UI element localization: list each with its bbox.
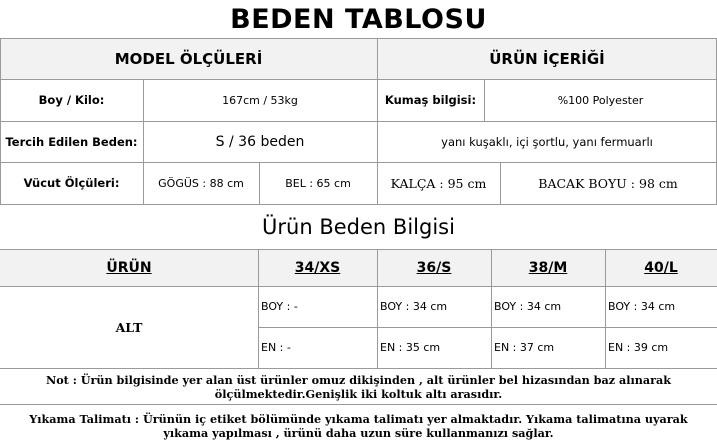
length-value: BOY : 34 cm [494, 300, 562, 313]
product-content-header: ÜRÜN İÇERİĞİ [489, 49, 605, 68]
width-value: EN : 35 cm [380, 341, 441, 354]
model-measurements-header: MODEL ÖLÇÜLERİ [114, 49, 263, 68]
width-value: EN : 39 cm [608, 341, 669, 354]
width-value: EN : 37 cm [494, 341, 555, 354]
height-weight-label: Boy / Kilo: [38, 93, 105, 107]
hip-measurement: KALÇA : 95 cm [390, 175, 487, 191]
leg-length-measurement: BACAK BOYU : 98 cm [538, 175, 678, 191]
body-measurements-label: Vücut Ölçüleri: [23, 176, 120, 190]
length-value: BOY : - [261, 300, 298, 313]
chest-measurement: GÖGÜS : 88 cm [158, 176, 244, 190]
column-header-product: ÜRÜN [106, 259, 152, 276]
length-value: BOY : 34 cm [608, 300, 676, 313]
length-value: BOY : 34 cm [380, 300, 448, 313]
fabric-label: Kumaş bilgisi: [384, 93, 477, 107]
column-header-size: 34/XS [294, 259, 341, 276]
measurement-note: Not : Ürün bilgisinde yer alan üst ürünler omuz dikişinden , alt ürünler bel hizasından baz alınarak ölçülmektedir.Genişlik iki koltuk altı arasıdır. [45, 372, 672, 401]
fabric-value: %100 Polyester [557, 93, 644, 107]
preferred-size-label: Tercih Edilen Beden: [5, 134, 138, 149]
column-header-size: 36/S [416, 259, 452, 276]
column-header-size: 38/M [528, 259, 568, 276]
preferred-size-value: S / 36 beden [215, 133, 305, 150]
column-header-size: 40/L [644, 259, 678, 276]
width-value: EN : - [261, 341, 291, 354]
washing-instructions: Yıkama Talimatı : Ürünün iç etiket bölümünde yıkama talimatı yer almaktadır. Yıkama talimatına uyarak yıkama yapılması , ürünü daha uzun süre kullanmanızı sağlar. [29, 412, 688, 440]
row-label-bottom: ALT [115, 319, 143, 335]
waist-measurement: BEL : 65 cm [285, 176, 351, 190]
height-weight-value: 167cm / 53kg [222, 93, 298, 107]
size-info-title: Ürün Beden Bilgisi [262, 214, 455, 239]
product-features: yanı kuşaklı, içi şortlu, yanı fermuarlı [441, 134, 653, 149]
page-title: BEDEN TABLOSU [230, 3, 487, 35]
